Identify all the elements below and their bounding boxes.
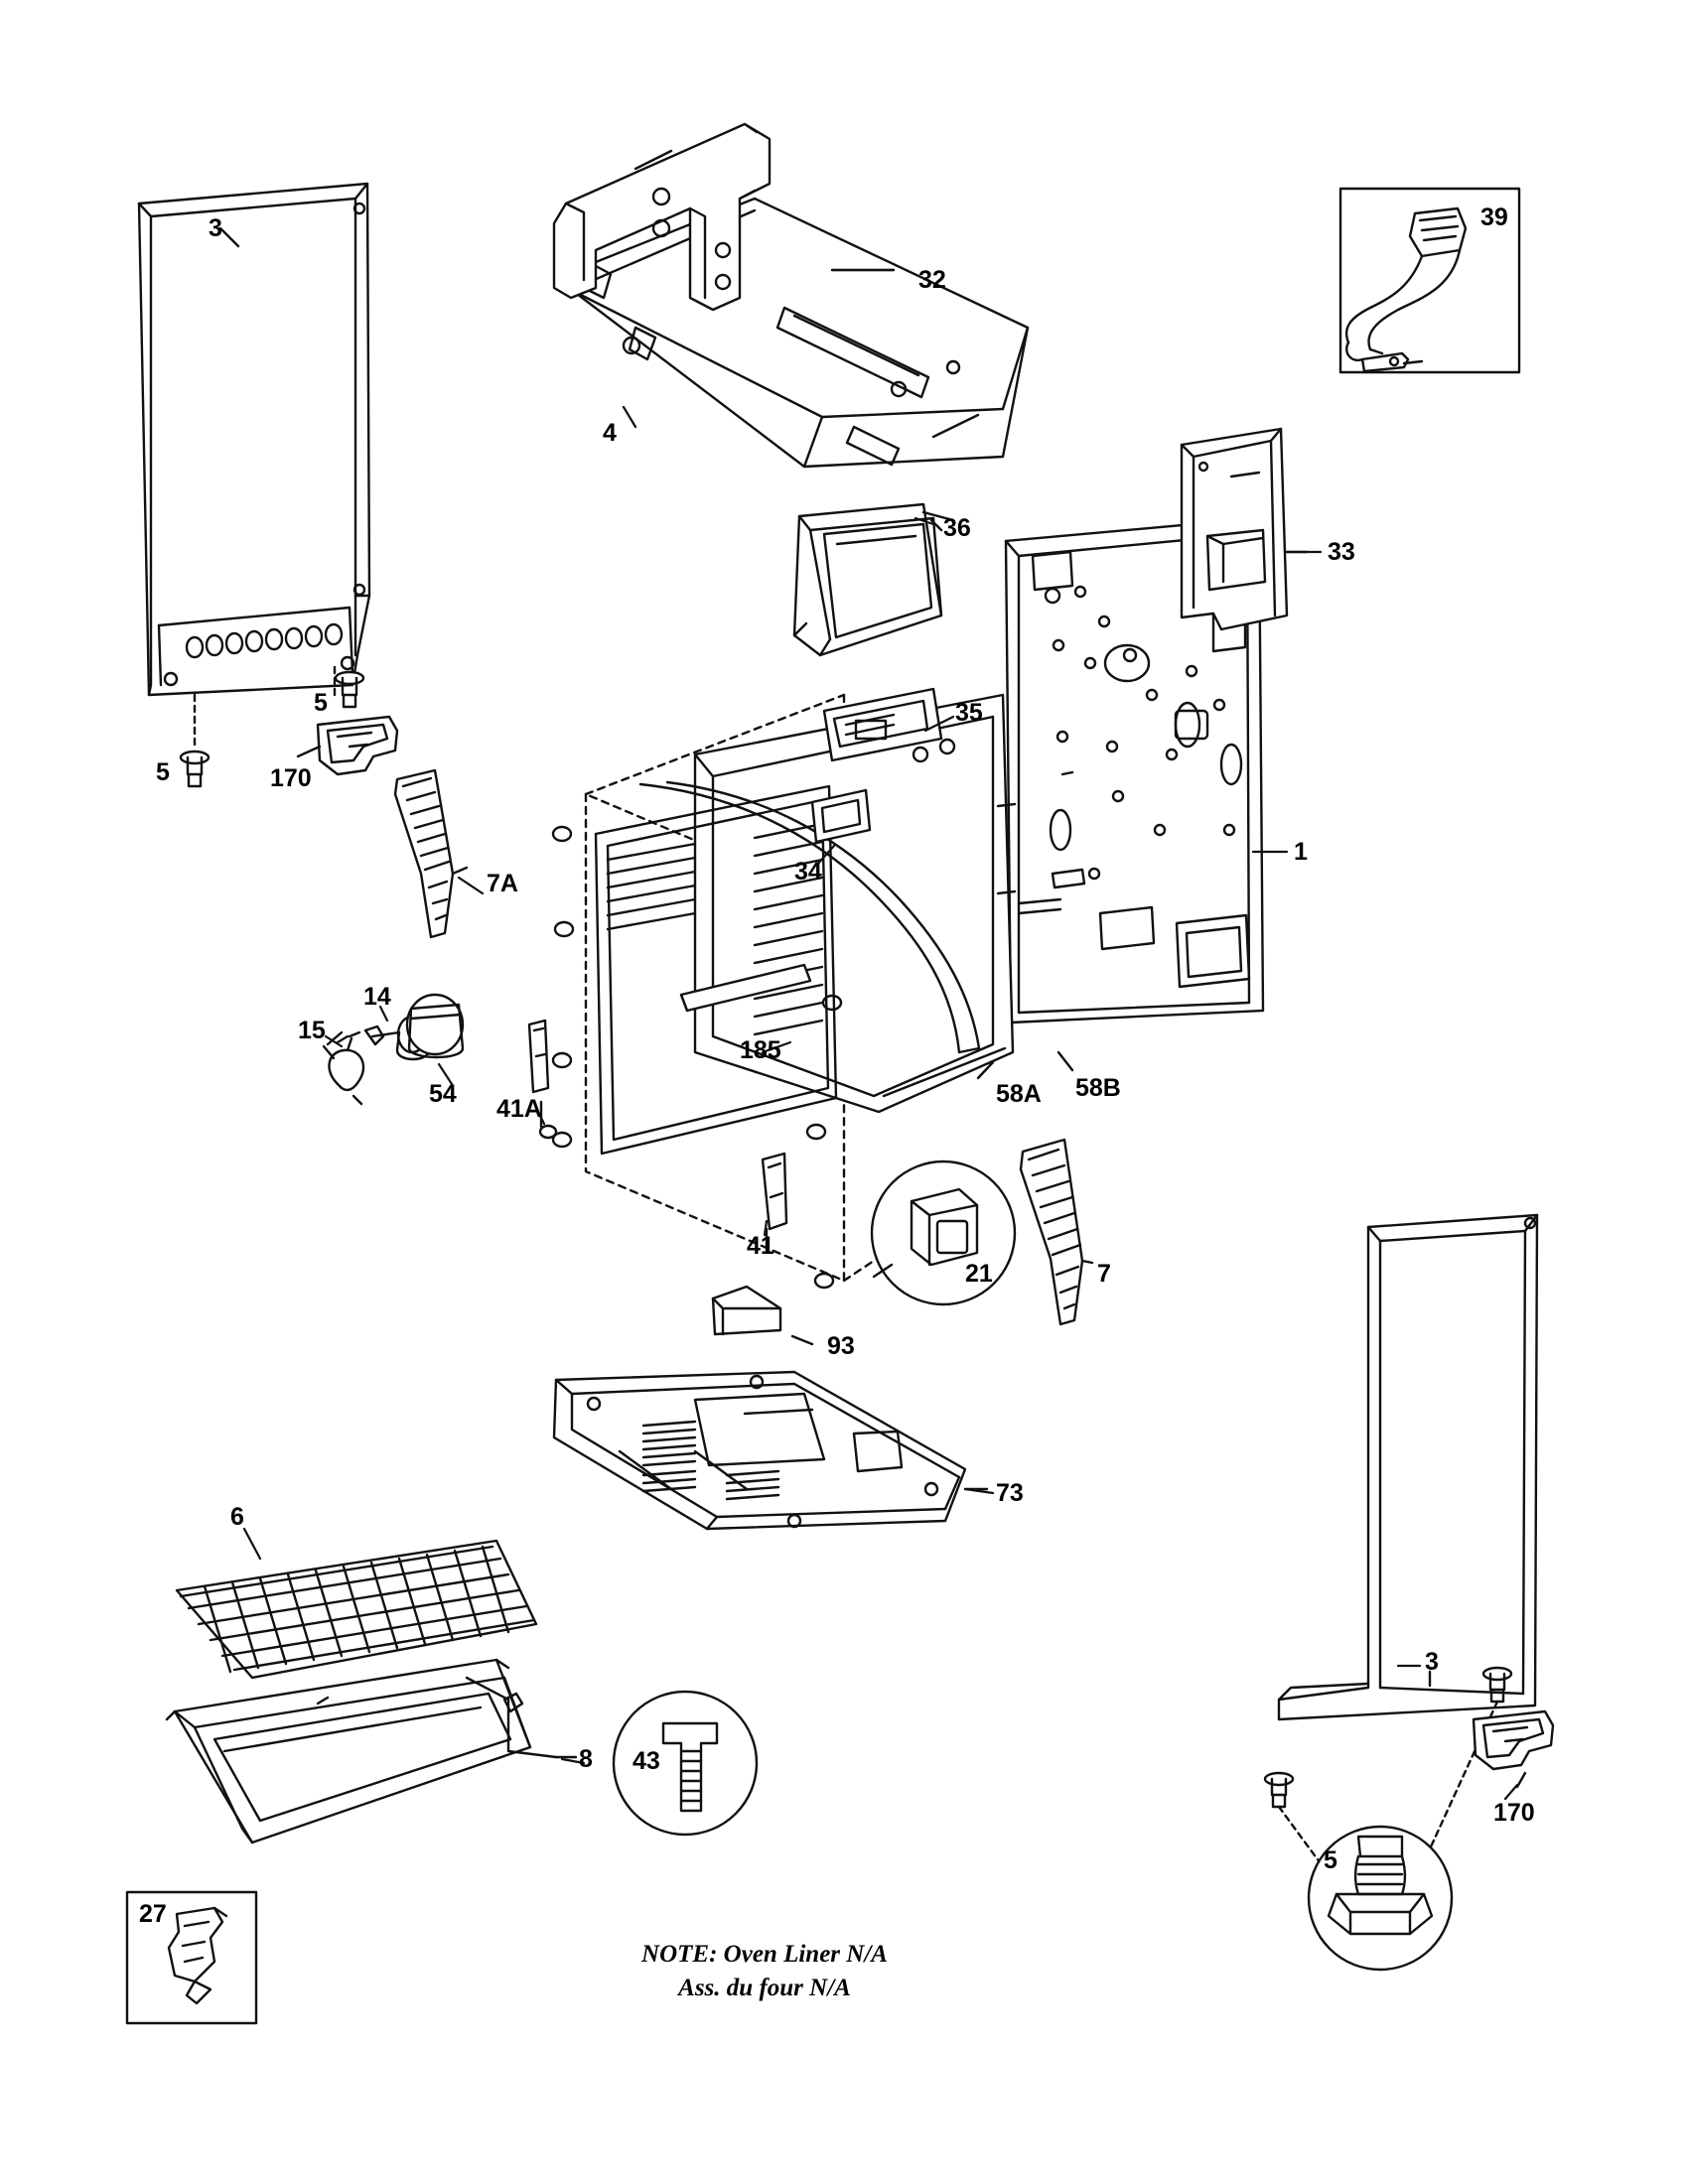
callout-185: 185 xyxy=(740,1036,781,1064)
callout-6: 6 xyxy=(230,1503,244,1531)
callout-36: 36 xyxy=(943,514,971,542)
part-93 xyxy=(713,1287,812,1344)
part-leveling-screw-left-a xyxy=(335,667,363,707)
diagram-note xyxy=(556,1938,973,2005)
callout-41A: 41A xyxy=(496,1095,542,1123)
callout-15: 15 xyxy=(298,1017,326,1044)
callout-32: 32 xyxy=(918,266,946,294)
callout-8: 8 xyxy=(579,1745,593,1773)
part-leveling-screw-left-b xyxy=(181,695,209,786)
part-drawer-panel-8 xyxy=(167,1660,530,1843)
part-33 xyxy=(1182,429,1307,629)
callout-5-b: 5 xyxy=(156,758,170,786)
inset-21-circle xyxy=(872,1161,1015,1304)
callout-1: 1 xyxy=(1294,838,1308,866)
part-bracket-170-left xyxy=(298,717,397,774)
part-rack-guide-7 xyxy=(1021,1140,1092,1324)
callout-170-left: 170 xyxy=(270,764,312,792)
note-line-1: NOTE: Oven Liner N/A xyxy=(641,1941,888,1968)
callout-73: 73 xyxy=(996,1479,1024,1507)
part-leveling-screw-right-b xyxy=(1265,1773,1323,1866)
callout-7: 7 xyxy=(1097,1260,1111,1288)
callout-5-c: 5 xyxy=(1324,1846,1337,1874)
part-36 xyxy=(794,504,953,655)
callout-3-left: 3 xyxy=(209,214,222,242)
part-bracket-170-right xyxy=(1474,1711,1553,1787)
callout-58B: 58B xyxy=(1075,1074,1121,1102)
note-line-2: Ass. du four N/A xyxy=(678,1974,851,2001)
callout-33: 33 xyxy=(1328,538,1355,566)
callout-14: 14 xyxy=(363,983,391,1011)
callout-54: 54 xyxy=(429,1080,457,1108)
part-bottom-panel-73 xyxy=(554,1372,987,1529)
callout-39: 39 xyxy=(1480,204,1508,231)
callout-43: 43 xyxy=(633,1747,660,1775)
part-rack-guide-7A xyxy=(395,770,467,937)
part-left-side-panel xyxy=(139,184,369,695)
callout-3-right: 3 xyxy=(1425,1648,1439,1676)
callout-58A: 58A xyxy=(996,1080,1042,1108)
callout-35: 35 xyxy=(955,699,983,727)
callout-170-right: 170 xyxy=(1493,1799,1535,1827)
callout-34: 34 xyxy=(794,858,822,886)
part-right-side-panel xyxy=(1279,1215,1537,1719)
callout-5-a: 5 xyxy=(314,689,328,717)
callout-41: 41 xyxy=(747,1232,774,1260)
part-oven-rack-6 xyxy=(177,1541,536,1678)
callout-4: 4 xyxy=(603,419,617,447)
part-top-panel-4 xyxy=(556,199,1028,467)
callout-93: 93 xyxy=(827,1332,855,1360)
callout-7A: 7A xyxy=(487,870,518,897)
callout-21: 21 xyxy=(965,1260,993,1288)
callout-27: 27 xyxy=(139,1900,167,1928)
